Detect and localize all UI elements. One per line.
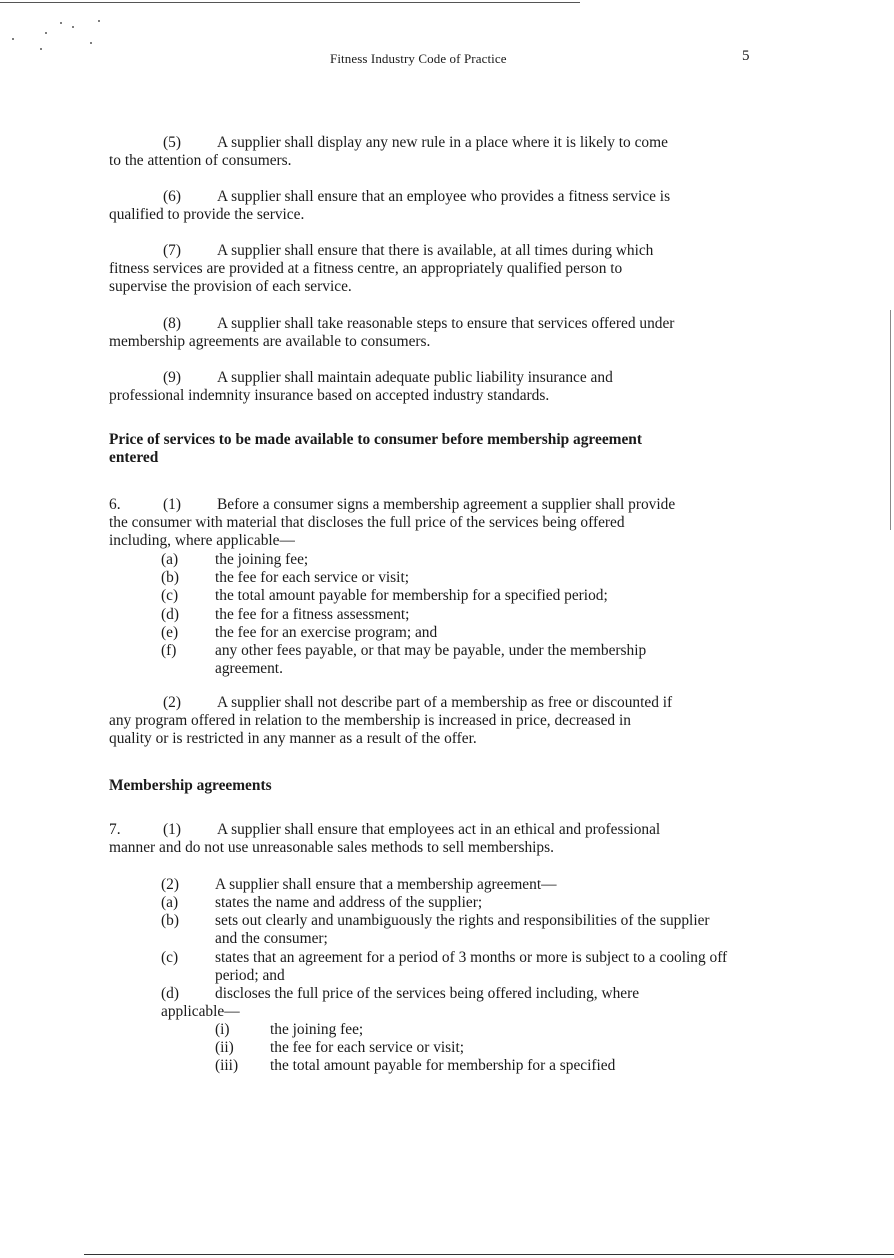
- list-item: (c) the total amount payable for membership for a specified period;: [161, 587, 608, 605]
- subclause-number: (2): [163, 694, 181, 711]
- clause-number: (9): [163, 369, 181, 386]
- subclause-number: (1): [163, 821, 181, 838]
- top-rule: [0, 2, 580, 3]
- scan-speck: [40, 48, 42, 50]
- page-number: 5: [742, 48, 750, 64]
- scan-speck: [60, 22, 62, 24]
- clause-5-8: (8) A supplier shall take reasonable steps to ensure that services offered under membership agreements are available to consumers.: [109, 315, 675, 351]
- list-item: (a) states the name and address of the supplier;: [161, 894, 483, 911]
- list-item: (b) sets out clearly and unambiguously the rights and responsibilities of the supplier and the consumer;: [161, 912, 710, 948]
- list-item: (b) the fee for each service or visit;: [161, 569, 409, 587]
- section-number: 7.: [109, 821, 121, 838]
- scan-speck: [12, 38, 14, 40]
- section-7-price-sublist: [215, 1021, 735, 1076]
- section-6-fee-list: [161, 551, 761, 678]
- clause-5-9: (9) A supplier shall maintain adequate public liability insurance and professional indemnity insurance based on accepted industry standards.: [109, 369, 613, 405]
- section-6-heading: Price of services to be made available to consumer before membership agreement entered: [109, 431, 642, 467]
- scan-speck: [98, 20, 100, 22]
- clause-7-1: 7. (1) A supplier shall ensure that employees act in an ethical and professional manner and do not use unreasonable sales methods to sell memberships.: [109, 821, 661, 857]
- clause-7-2-d: (d) discloses the full price of the services being offered including, where applicable—: [161, 985, 640, 1021]
- scan-edge-mark: [890, 310, 891, 530]
- clause-5-7: (7) A supplier shall ensure that there is available, at all times during which fitness services are provided at a fitness centre, an appropriately qualified person to supervise the provision of each service.: [109, 242, 654, 296]
- clause-number: (6): [163, 188, 181, 205]
- subclause-number: (2): [161, 876, 179, 893]
- clause-number: (5): [163, 134, 181, 151]
- list-item: (c) states that an agreement for a period of 3 months or more is subject to a cooling off period; and: [161, 948, 728, 984]
- scan-speck: [90, 42, 92, 44]
- section-number: 6.: [109, 496, 121, 513]
- list-label: (d): [161, 985, 179, 1002]
- section-7-heading: Membership agreements: [109, 777, 272, 794]
- list-item: (i) the joining fee;: [215, 1021, 364, 1038]
- section-7-agreement-list: [161, 894, 761, 985]
- scan-speck: [45, 32, 47, 34]
- list-item: (a) the joining fee;: [161, 551, 309, 568]
- list-item: (iii) the total amount payable for membership for a specified: [215, 1057, 616, 1075]
- clause-number: (7): [163, 242, 181, 259]
- clause-5-5: (5) A supplier shall display any new rule in a place where it is likely to come to the attention of consumers.: [109, 134, 668, 170]
- clause-6-1: 6. (1) Before a consumer signs a membership agreement a supplier shall provide the consumer with material that discloses the full price of the services being offered including, where applicable—: [109, 496, 676, 550]
- list-item: (e) the fee for an exercise program; and: [161, 623, 438, 641]
- list-item: (f) any other fees payable, or that may be payable, under the membership agreement.: [161, 642, 647, 678]
- list-item: (ii) the fee for each service or visit;: [215, 1039, 464, 1057]
- subclause-number: (1): [163, 496, 181, 513]
- clause-5-6: (6) A supplier shall ensure that an employee who provides a fitness service is qualified to provide the service.: [109, 188, 671, 224]
- list-item: (d) the fee for a fitness assessment;: [161, 605, 410, 623]
- clause-6-2: (2) A supplier shall not describe part of a membership as free or discounted if any program offered in relation to the membership is increased in price, decreased in quality or is restricted in any manner as a result of the offer.: [109, 694, 673, 748]
- bottom-rule: [84, 1254, 894, 1255]
- running-header: Fitness Industry Code of Practice: [330, 51, 507, 66]
- clause-number: (8): [163, 315, 181, 332]
- clause-7-2: (2) A supplier shall ensure that a membership agreement—: [161, 876, 557, 893]
- scan-speck: [72, 26, 74, 28]
